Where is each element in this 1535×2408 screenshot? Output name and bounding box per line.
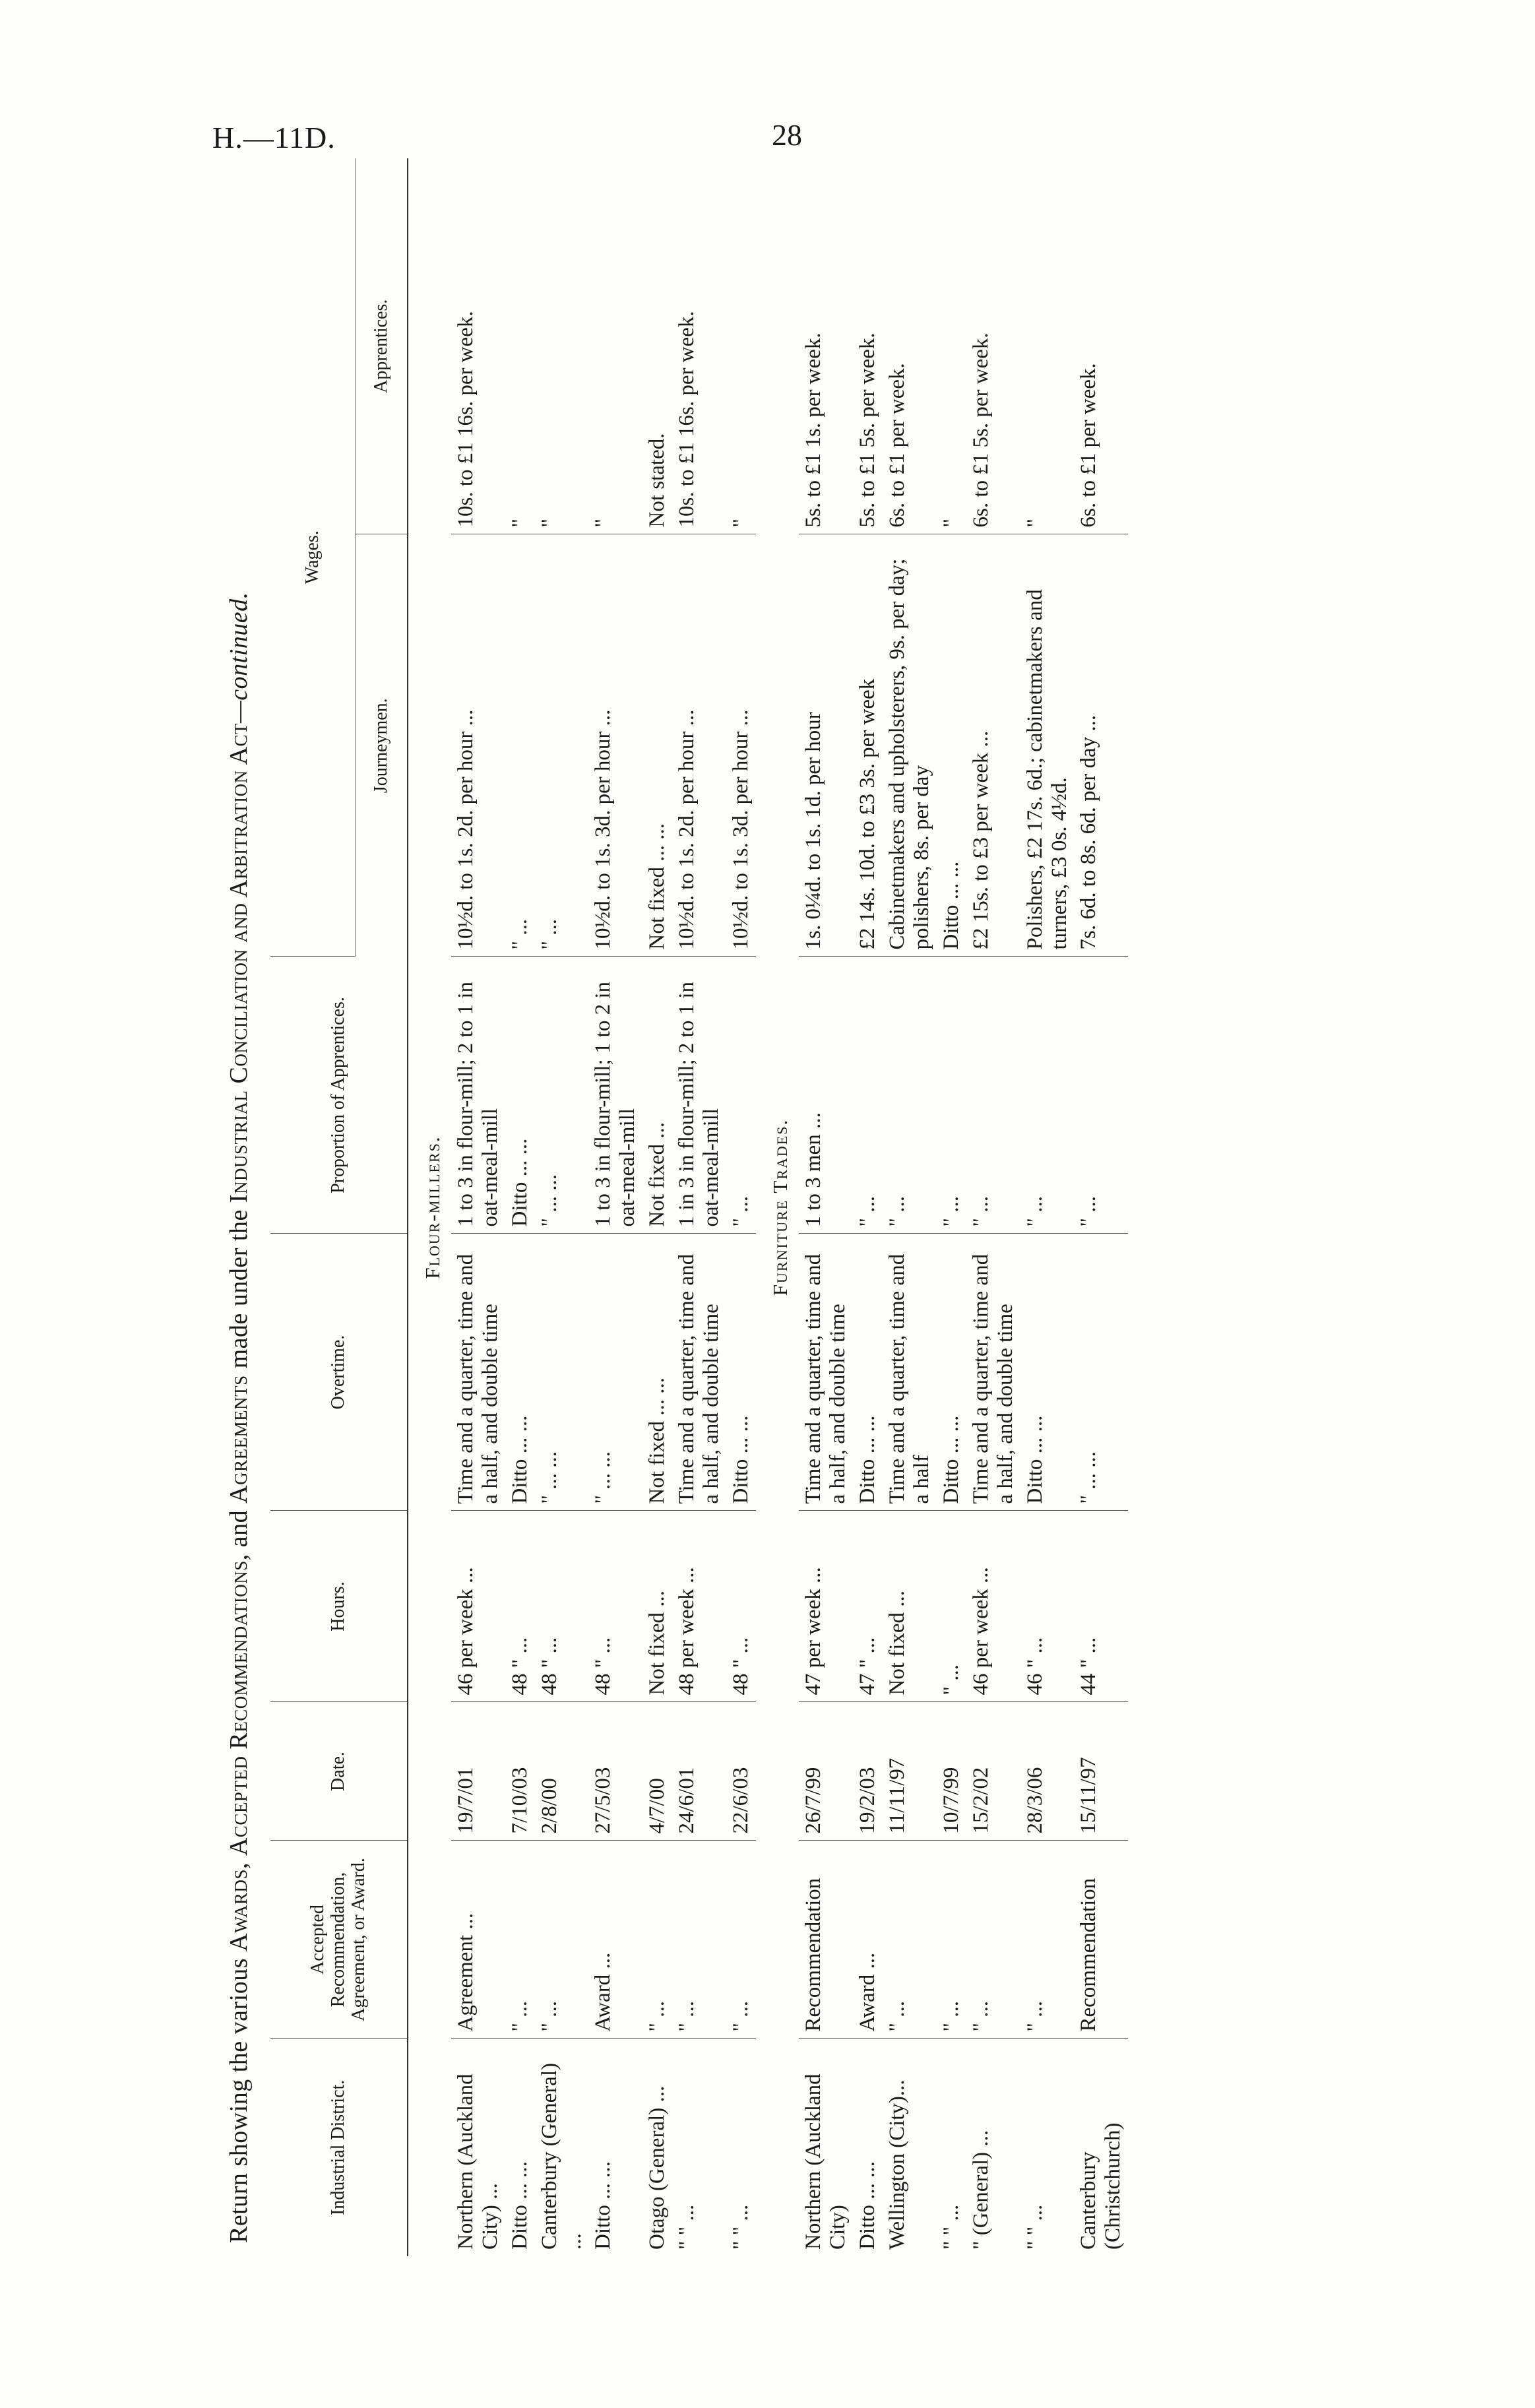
cell-hours: " ...: [937, 1511, 966, 1702]
cell-proportion: " ...: [1020, 957, 1075, 1234]
cell-type: " ...: [672, 1841, 726, 2039]
cell-journeymen: Cabinetmakers and upholsterers, 9s. per day; polishers, 8s. per day: [883, 534, 937, 957]
cell-apprentices: 6s. to £1 per week.: [1074, 158, 1128, 534]
cell-date: 11/11/97: [883, 1702, 937, 1841]
cell-district: " " ...: [675, 2204, 699, 2250]
cell-journeymen: Ditto ... ...: [937, 534, 966, 957]
cell-proportion: Ditto ... ...: [505, 957, 535, 1234]
cell-district: " " ...: [729, 2204, 753, 2250]
cell-overtime: Ditto ... ...: [505, 1234, 535, 1511]
cell-journeymen: £2 15s. to £3 per week ...: [966, 534, 1020, 957]
cell-date: 26/7/99: [799, 1702, 853, 1841]
table-row: [451, 158, 505, 2256]
table-row: [588, 158, 642, 2256]
cell-proportion: " ...: [937, 957, 966, 1234]
cell-apprentices: ": [588, 158, 642, 534]
cell-apprentices: 5s. to £1 5s. per week.: [853, 158, 883, 534]
cell-proportion: " ...: [853, 957, 883, 1234]
cell-district: Northern (Auckland City): [801, 2074, 850, 2250]
table-row: [535, 158, 589, 2256]
cell-type: Award ...: [588, 1841, 642, 2039]
rotated-table-region: [224, 158, 1385, 2256]
cell-type: Award ...: [853, 1841, 883, 2039]
cell-hours: 44 " ...: [1074, 1511, 1128, 1702]
cell-hours: Not fixed ...: [883, 1511, 937, 1702]
cell-proportion: 1 in 3 in flour-mill; 2 to 1 in oat-meal-mill: [672, 957, 726, 1234]
col-apprentices: Apprentices.: [356, 158, 408, 534]
cell-hours: 48 " ...: [535, 1511, 589, 1702]
cell-district: Ditto ... ...: [855, 2161, 879, 2250]
cell-overtime: Not fixed ... ...: [642, 1234, 672, 1511]
page-number: 28: [772, 118, 802, 152]
cell-journeymen: 10½d. to 1s. 3d. per hour ...: [726, 534, 756, 957]
cell-apprentices: ": [505, 158, 535, 534]
cell-type: " ...: [642, 1841, 672, 2039]
caption-continued: —continued.: [225, 592, 253, 723]
cell-date: 28/3/06: [1020, 1702, 1075, 1841]
cell-hours: 48 " ...: [505, 1511, 535, 1702]
col-overtime: Overtime.: [270, 1234, 408, 1511]
cell-apprentices: ": [937, 158, 966, 534]
section-title: Furniture Trades.: [768, 1118, 792, 1296]
cell-date: 7/10/03: [505, 1702, 535, 1841]
cell-type: Recommendation: [799, 1841, 853, 2039]
cell-hours: 48 per week ...: [672, 1511, 726, 1702]
cell-district: " (General) ...: [968, 2130, 993, 2250]
table-row: [883, 158, 937, 2256]
section-title: Flour-millers.: [421, 1135, 444, 1279]
page-code: H.—11D.: [212, 121, 336, 154]
cell-type: Recommendation: [1074, 1841, 1128, 2039]
cell-hours: 48 " ...: [588, 1511, 642, 1702]
cell-date: 10/7/99: [937, 1702, 966, 1841]
col-proportion: Proportion of Apprentices.: [270, 957, 408, 1234]
cell-district: Canterbury (Christchurch): [1077, 2122, 1125, 2250]
cell-date: 24/6/01: [672, 1702, 726, 1841]
cell-type: " ...: [883, 1841, 937, 2039]
cell-journeymen: Polishers, £2 17s. 6d.; cabinetmakers and turners, £3 0s. 4½d.: [1020, 534, 1075, 957]
cell-type: " ...: [966, 1841, 1020, 2039]
table-row: [799, 158, 853, 2256]
cell-hours: 46 per week ...: [451, 1511, 505, 1702]
cell-apprentices: Not stated.: [642, 158, 672, 534]
cell-date: 22/6/03: [726, 1702, 756, 1841]
cell-apprentices: 6s. to £1 per week.: [883, 158, 937, 534]
cell-proportion: 1 to 3 men ...: [799, 957, 853, 1234]
cell-date: 15/2/02: [966, 1702, 1020, 1841]
cell-proportion: " ...: [966, 957, 1020, 1234]
table-row: [966, 158, 1020, 2256]
cell-district: Ditto ... ...: [507, 2161, 532, 2250]
table-body: [408, 158, 1128, 2256]
table-row: [726, 158, 756, 2256]
cell-type: " ...: [726, 1841, 756, 2039]
cell-overtime: " ... ...: [1074, 1234, 1128, 1511]
cell-proportion: 1 to 3 in flour-mill; 2 to 1 in oat-meal-mill: [451, 957, 505, 1234]
table-row: [672, 158, 726, 2256]
caption-pre: Return showing the various: [225, 1951, 253, 2243]
col-date: Date.: [270, 1702, 408, 1841]
cell-proportion: 1 to 3 in flour-mill; 1 to 2 in oat-meal-mill: [588, 957, 642, 1234]
table-caption: [224, 592, 253, 2243]
cell-date: 4/7/00: [642, 1702, 672, 1841]
cell-apprentices: ": [1020, 158, 1075, 534]
table-row: [937, 158, 966, 2256]
table-row: [853, 158, 883, 2256]
cell-hours: 48 " ...: [726, 1511, 756, 1702]
table-row: [1074, 158, 1128, 2256]
cell-district: Canterbury (General) ...: [537, 2062, 586, 2250]
cell-proportion: " ...: [726, 957, 756, 1234]
cell-journeymen: 10½d. to 1s. 3d. per hour ...: [588, 534, 642, 957]
cell-date: 19/7/01: [451, 1702, 505, 1841]
cell-overtime: Ditto ... ...: [937, 1234, 966, 1511]
cell-date: 19/2/03: [853, 1702, 883, 1841]
table-row: [505, 158, 535, 2256]
cell-date: 2/8/00: [535, 1702, 589, 1841]
cell-proportion: " ...: [883, 957, 937, 1234]
cell-apprentices: ": [535, 158, 589, 534]
cell-hours: 46 " ...: [1020, 1511, 1075, 1702]
col-hours: Hours.: [270, 1511, 408, 1702]
caption-awards: Awards: [225, 1869, 253, 1951]
cell-overtime: Time and a quarter, time and a half, and double time: [966, 1234, 1020, 1511]
col-type: Accepted Recommendation, Agreement, or Award.: [270, 1841, 408, 2039]
cell-journeymen: 10½d. to 1s. 2d. per hour ...: [672, 534, 726, 957]
cell-journeymen: 10½d. to 1s. 2d. per hour ...: [451, 534, 505, 957]
cell-journeymen: £2 14s. 10d. to £3 3s. per week: [853, 534, 883, 957]
cell-hours: Not fixed ...: [642, 1511, 672, 1702]
cell-journeymen: " ...: [505, 534, 535, 957]
table-row: [642, 158, 672, 2256]
cell-apprentices: ": [726, 158, 756, 534]
cell-type: " ...: [535, 1841, 589, 2039]
col-district: Industrial District.: [270, 2039, 408, 2256]
caption-mid2: , and: [225, 1503, 253, 1561]
cell-overtime: Ditto ... ...: [726, 1234, 756, 1511]
cell-type: " ...: [505, 1841, 535, 2039]
cell-type: Agreement ...: [451, 1841, 505, 2039]
cell-overtime: Time and a quarter, time and a half: [883, 1234, 937, 1511]
cell-overtime: Time and a quarter, time and a half, and double time: [799, 1234, 853, 1511]
cell-overtime: Ditto ... ...: [853, 1234, 883, 1511]
cell-apprentices: 5s. to £1 1s. per week.: [799, 158, 853, 534]
cell-district: " " ...: [939, 2204, 963, 2250]
caption-accepted: Accepted Recommendations: [225, 1560, 253, 1856]
cell-journeymen: 1s. 0¼d. to 1s. 1d. per hour: [799, 534, 853, 957]
cell-overtime: " ... ...: [535, 1234, 589, 1511]
cell-proportion: " ... ...: [535, 957, 589, 1234]
cell-overtime: " ... ...: [588, 1234, 642, 1511]
cell-district: Otago (General) ...: [645, 2085, 670, 2250]
cell-journeymen: 7s. 6d. to 8s. 6d. per day ...: [1074, 534, 1128, 957]
cell-district: Northern (Auckland City) ...: [453, 2074, 502, 2250]
cell-journeymen: Not fixed ... ...: [642, 534, 672, 957]
cell-district: " " ...: [1022, 2204, 1047, 2250]
caption-agreements: Agreements: [225, 1375, 253, 1504]
caption-mid3: made under the: [225, 1203, 253, 1376]
cell-journeymen: " ...: [535, 534, 589, 957]
cell-district: Ditto ... ...: [591, 2161, 615, 2250]
cell-hours: 47 per week ...: [799, 1511, 853, 1702]
cell-overtime: Time and a quarter, time and a half, and double time: [672, 1234, 726, 1511]
cell-overtime: Ditto ... ...: [1020, 1234, 1075, 1511]
col-wages: Wages.: [270, 158, 356, 957]
cell-proportion: Not fixed ...: [642, 957, 672, 1234]
cell-proportion: " ...: [1074, 957, 1128, 1234]
cell-apprentices: 10s. to £1 16s. per week.: [672, 158, 726, 534]
cell-date: 27/5/03: [588, 1702, 642, 1841]
cell-hours: 47 " ...: [853, 1511, 883, 1702]
table-row: [1020, 158, 1075, 2256]
caption-act: Industrial Conciliation and Arbitration Act: [225, 722, 253, 1203]
caption-mid1: ,: [225, 1856, 253, 1870]
cell-type: " ...: [937, 1841, 966, 2039]
cell-overtime: Time and a quarter, time and a half, and double time: [451, 1234, 505, 1511]
cell-hours: 46 per week ...: [966, 1511, 1020, 1702]
cell-apprentices: 10s. to £1 16s. per week.: [451, 158, 505, 534]
cell-type: " ...: [1020, 1841, 1075, 2039]
cell-date: 15/11/97: [1074, 1702, 1128, 1841]
cell-apprentices: 6s. to £1 5s. per week.: [966, 158, 1020, 534]
cell-district: Wellington (City)...: [885, 2079, 909, 2250]
col-journeymen: Journeymen.: [356, 534, 408, 957]
awards-table: [270, 158, 1128, 2256]
